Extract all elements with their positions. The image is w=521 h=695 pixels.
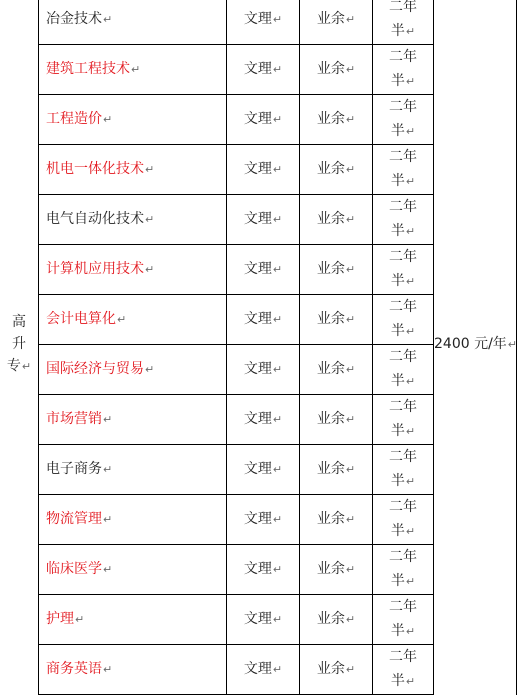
program-level-char: 高 — [12, 314, 26, 330]
major-name-cell — [39, 595, 227, 645]
paragraph-mark: ↵ — [272, 313, 283, 326]
duration-line: 半↵ — [390, 73, 416, 89]
duration-line: 半↵ — [390, 123, 416, 139]
duration-line: 二年 — [389, 549, 417, 565]
subject-cell — [227, 145, 300, 195]
duration-line: 二年 — [389, 99, 417, 115]
paragraph-mark: ↵ — [345, 613, 356, 626]
paragraph-mark: ↵ — [272, 363, 283, 376]
major-name: 商务英语 — [46, 661, 102, 677]
paragraph-mark: ↵ — [272, 13, 283, 26]
duration-cell — [373, 45, 434, 95]
study-mode-text: 业余 — [316, 161, 345, 177]
duration-line: 半↵ — [390, 23, 416, 39]
subject-text: 文理 — [243, 461, 272, 477]
study-mode-text: 业余 — [316, 311, 345, 327]
major-name-cell — [39, 145, 227, 195]
program-level-cell — [0, 0, 39, 695]
subject-cell — [227, 95, 300, 145]
paragraph-mark: ↵ — [405, 275, 416, 288]
major-name-cell — [39, 295, 227, 345]
paragraph-mark: ↵ — [405, 475, 416, 488]
subject-text: 文理 — [243, 561, 272, 577]
duration-line: 二年 — [389, 399, 417, 415]
duration-line: 半↵ — [390, 673, 416, 689]
study-mode-text: 业余 — [316, 61, 345, 77]
duration-cell — [373, 345, 434, 395]
major-name: 物流管理 — [46, 511, 102, 527]
paragraph-mark: ↵ — [272, 163, 283, 176]
duration-line: 半↵ — [390, 623, 416, 639]
study-mode-cell — [300, 395, 373, 445]
subject-text: 文理 — [243, 311, 272, 327]
study-mode-cell — [300, 645, 373, 695]
paragraph-mark: ↵ — [103, 563, 113, 576]
paragraph-mark: ↵ — [75, 613, 85, 626]
subject-cell — [227, 495, 300, 545]
major-name: 冶金技术 — [46, 11, 102, 27]
major-name-cell — [39, 95, 227, 145]
major-name-cell — [39, 0, 227, 45]
study-mode-cell — [300, 595, 373, 645]
paragraph-mark: ↵ — [145, 363, 155, 376]
paragraph-mark: ↵ — [145, 263, 155, 276]
table-row — [0, 0, 517, 45]
major-name: 临床医学 — [46, 561, 102, 577]
duration-line: 半↵ — [390, 173, 416, 189]
paragraph-mark: ↵ — [272, 113, 283, 126]
paragraph-mark: ↵ — [272, 263, 283, 276]
duration-line: 二年 — [389, 0, 417, 15]
subject-text: 文理 — [243, 111, 272, 127]
major-name-cell — [39, 345, 227, 395]
paragraph-mark: ↵ — [117, 313, 127, 326]
major-name-cell — [39, 45, 227, 95]
duration-line: 半↵ — [390, 423, 416, 439]
paragraph-mark: ↵ — [405, 375, 416, 388]
duration-line: 半↵ — [390, 473, 416, 489]
paragraph-mark: ↵ — [272, 563, 283, 576]
major-name: 工程造价 — [46, 111, 102, 127]
subject-text: 文理 — [243, 261, 272, 277]
study-mode-cell — [300, 145, 373, 195]
study-mode-cell — [300, 195, 373, 245]
duration-cell — [373, 595, 434, 645]
major-name-cell — [39, 645, 227, 695]
major-name: 建筑工程技术 — [46, 61, 130, 77]
subject-cell — [227, 595, 300, 645]
paragraph-mark: ↵ — [345, 663, 356, 676]
subject-text: 文理 — [243, 611, 272, 627]
paragraph-mark: ↵ — [103, 13, 113, 26]
duration-line: 二年 — [389, 499, 417, 515]
paragraph-mark: ↵ — [345, 463, 356, 476]
duration-cell — [373, 0, 434, 45]
major-name-cell — [39, 445, 227, 495]
study-mode-cell — [300, 95, 373, 145]
paragraph-mark: ↵ — [103, 463, 113, 476]
major-name-cell — [39, 245, 227, 295]
paragraph-mark: ↵ — [405, 225, 416, 238]
paragraph-mark: ↵ — [345, 163, 356, 176]
duration-cell — [373, 195, 434, 245]
study-mode-text: 业余 — [316, 111, 345, 127]
study-mode-cell — [300, 245, 373, 295]
duration-cell — [373, 145, 434, 195]
paragraph-mark: ↵ — [272, 663, 283, 676]
subject-cell — [227, 245, 300, 295]
paragraph-mark: ↵ — [405, 125, 416, 138]
study-mode-text: 业余 — [316, 411, 345, 427]
study-mode-cell — [300, 295, 373, 345]
paragraph-mark: ↵ — [405, 625, 416, 638]
duration-cell — [373, 395, 434, 445]
paragraph-mark: ↵ — [405, 175, 416, 188]
subject-text: 文理 — [243, 61, 272, 77]
paragraph-mark: ↵ — [272, 463, 283, 476]
subject-text: 文理 — [243, 361, 272, 377]
paragraph-mark: ↵ — [103, 113, 113, 126]
study-mode-cell — [300, 345, 373, 395]
paragraph-mark: ↵ — [131, 63, 141, 76]
study-mode-text: 业余 — [316, 561, 345, 577]
duration-cell — [373, 545, 434, 595]
study-mode-cell — [300, 45, 373, 95]
paragraph-mark: ↵ — [345, 313, 356, 326]
duration-line: 二年 — [389, 49, 417, 65]
duration-cell — [373, 95, 434, 145]
paragraph-mark: ↵ — [272, 63, 283, 76]
duration-line: 半↵ — [390, 273, 416, 289]
subject-text: 文理 — [243, 11, 272, 27]
paragraph-mark: ↵ — [145, 213, 155, 226]
major-name: 电子商务 — [46, 461, 102, 477]
major-name-cell — [39, 395, 227, 445]
study-mode-cell — [300, 495, 373, 545]
duration-line: 二年 — [389, 649, 417, 665]
study-mode-text: 业余 — [316, 611, 345, 627]
subject-cell — [227, 395, 300, 445]
duration-line: 半↵ — [390, 573, 416, 589]
study-mode-text: 业余 — [316, 661, 345, 677]
duration-line: 半↵ — [390, 523, 416, 539]
paragraph-mark: ↵ — [345, 213, 356, 226]
program-level-char: 升 — [12, 336, 26, 352]
paragraph-mark: ↵ — [272, 213, 283, 226]
subject-cell — [227, 345, 300, 395]
paragraph-mark: ↵ — [405, 575, 416, 588]
duration-line: 二年 — [389, 449, 417, 465]
major-name-cell — [39, 495, 227, 545]
major-name-cell — [39, 545, 227, 595]
paragraph-mark: ↵ — [272, 413, 283, 426]
study-mode-text: 业余 — [316, 361, 345, 377]
duration-cell — [373, 645, 434, 695]
major-name: 电气自动化技术 — [46, 211, 144, 227]
subject-cell — [227, 545, 300, 595]
duration-cell — [373, 445, 434, 495]
paragraph-mark: ↵ — [507, 338, 518, 351]
subject-cell — [227, 195, 300, 245]
paragraph-mark: ↵ — [103, 413, 113, 426]
paragraph-mark: ↵ — [345, 63, 356, 76]
duration-line: 二年 — [389, 299, 417, 315]
fee-cell — [434, 0, 517, 695]
paragraph-mark: ↵ — [345, 513, 356, 526]
subject-cell — [227, 0, 300, 45]
study-mode-cell — [300, 445, 373, 495]
study-mode-text: 业余 — [316, 261, 345, 277]
subject-cell — [227, 645, 300, 695]
major-name: 计算机应用技术 — [46, 261, 144, 277]
paragraph-mark: ↵ — [345, 413, 356, 426]
study-mode-text: 业余 — [316, 211, 345, 227]
paragraph-mark: ↵ — [405, 75, 416, 88]
major-name: 会计电算化 — [46, 311, 116, 327]
duration-line: 半↵ — [390, 373, 416, 389]
fee-text: 2400 元/年 — [434, 336, 507, 352]
duration-cell — [373, 495, 434, 545]
subject-text: 文理 — [243, 211, 272, 227]
paragraph-mark: ↵ — [345, 263, 356, 276]
duration-line: 半↵ — [390, 323, 416, 339]
paragraph-mark: ↵ — [345, 13, 356, 26]
paragraph-mark: ↵ — [145, 163, 155, 176]
program-level-char: 专↵ — [6, 358, 32, 374]
paragraph-mark: ↵ — [272, 513, 283, 526]
subject-text: 文理 — [243, 161, 272, 177]
subject-text: 文理 — [243, 661, 272, 677]
study-mode-text: 业余 — [316, 11, 345, 27]
subject-cell — [227, 45, 300, 95]
subject-cell — [227, 295, 300, 345]
paragraph-mark: ↵ — [405, 325, 416, 338]
major-name: 机电一体化技术 — [46, 161, 144, 177]
study-mode-cell — [300, 0, 373, 45]
duration-line: 二年 — [389, 599, 417, 615]
paragraph-mark: ↵ — [272, 613, 283, 626]
duration-line: 半↵ — [390, 223, 416, 239]
major-name: 国际经济与贸易 — [46, 361, 144, 377]
major-name: 市场营销 — [46, 411, 102, 427]
paragraph-mark: ↵ — [405, 425, 416, 438]
duration-line: 二年 — [389, 349, 417, 365]
duration-line: 二年 — [389, 149, 417, 165]
paragraph-mark: ↵ — [103, 513, 113, 526]
study-mode-text: 业余 — [316, 511, 345, 527]
paragraph-mark: ↵ — [345, 113, 356, 126]
paragraph-mark: ↵ — [405, 675, 416, 688]
paragraph-mark: ↵ — [345, 363, 356, 376]
subject-text: 文理 — [243, 411, 272, 427]
paragraph-mark: ↵ — [103, 663, 113, 676]
duration-cell — [373, 245, 434, 295]
major-name: 护理 — [46, 611, 74, 627]
subject-text: 文理 — [243, 511, 272, 527]
paragraph-mark: ↵ — [345, 563, 356, 576]
paragraph-mark: ↵ — [405, 525, 416, 538]
study-mode-text: 业余 — [316, 461, 345, 477]
subject-cell — [227, 445, 300, 495]
major-name-cell — [39, 195, 227, 245]
duration-cell — [373, 295, 434, 345]
duration-line: 二年 — [389, 199, 417, 215]
duration-line: 二年 — [389, 249, 417, 265]
study-mode-cell — [300, 545, 373, 595]
